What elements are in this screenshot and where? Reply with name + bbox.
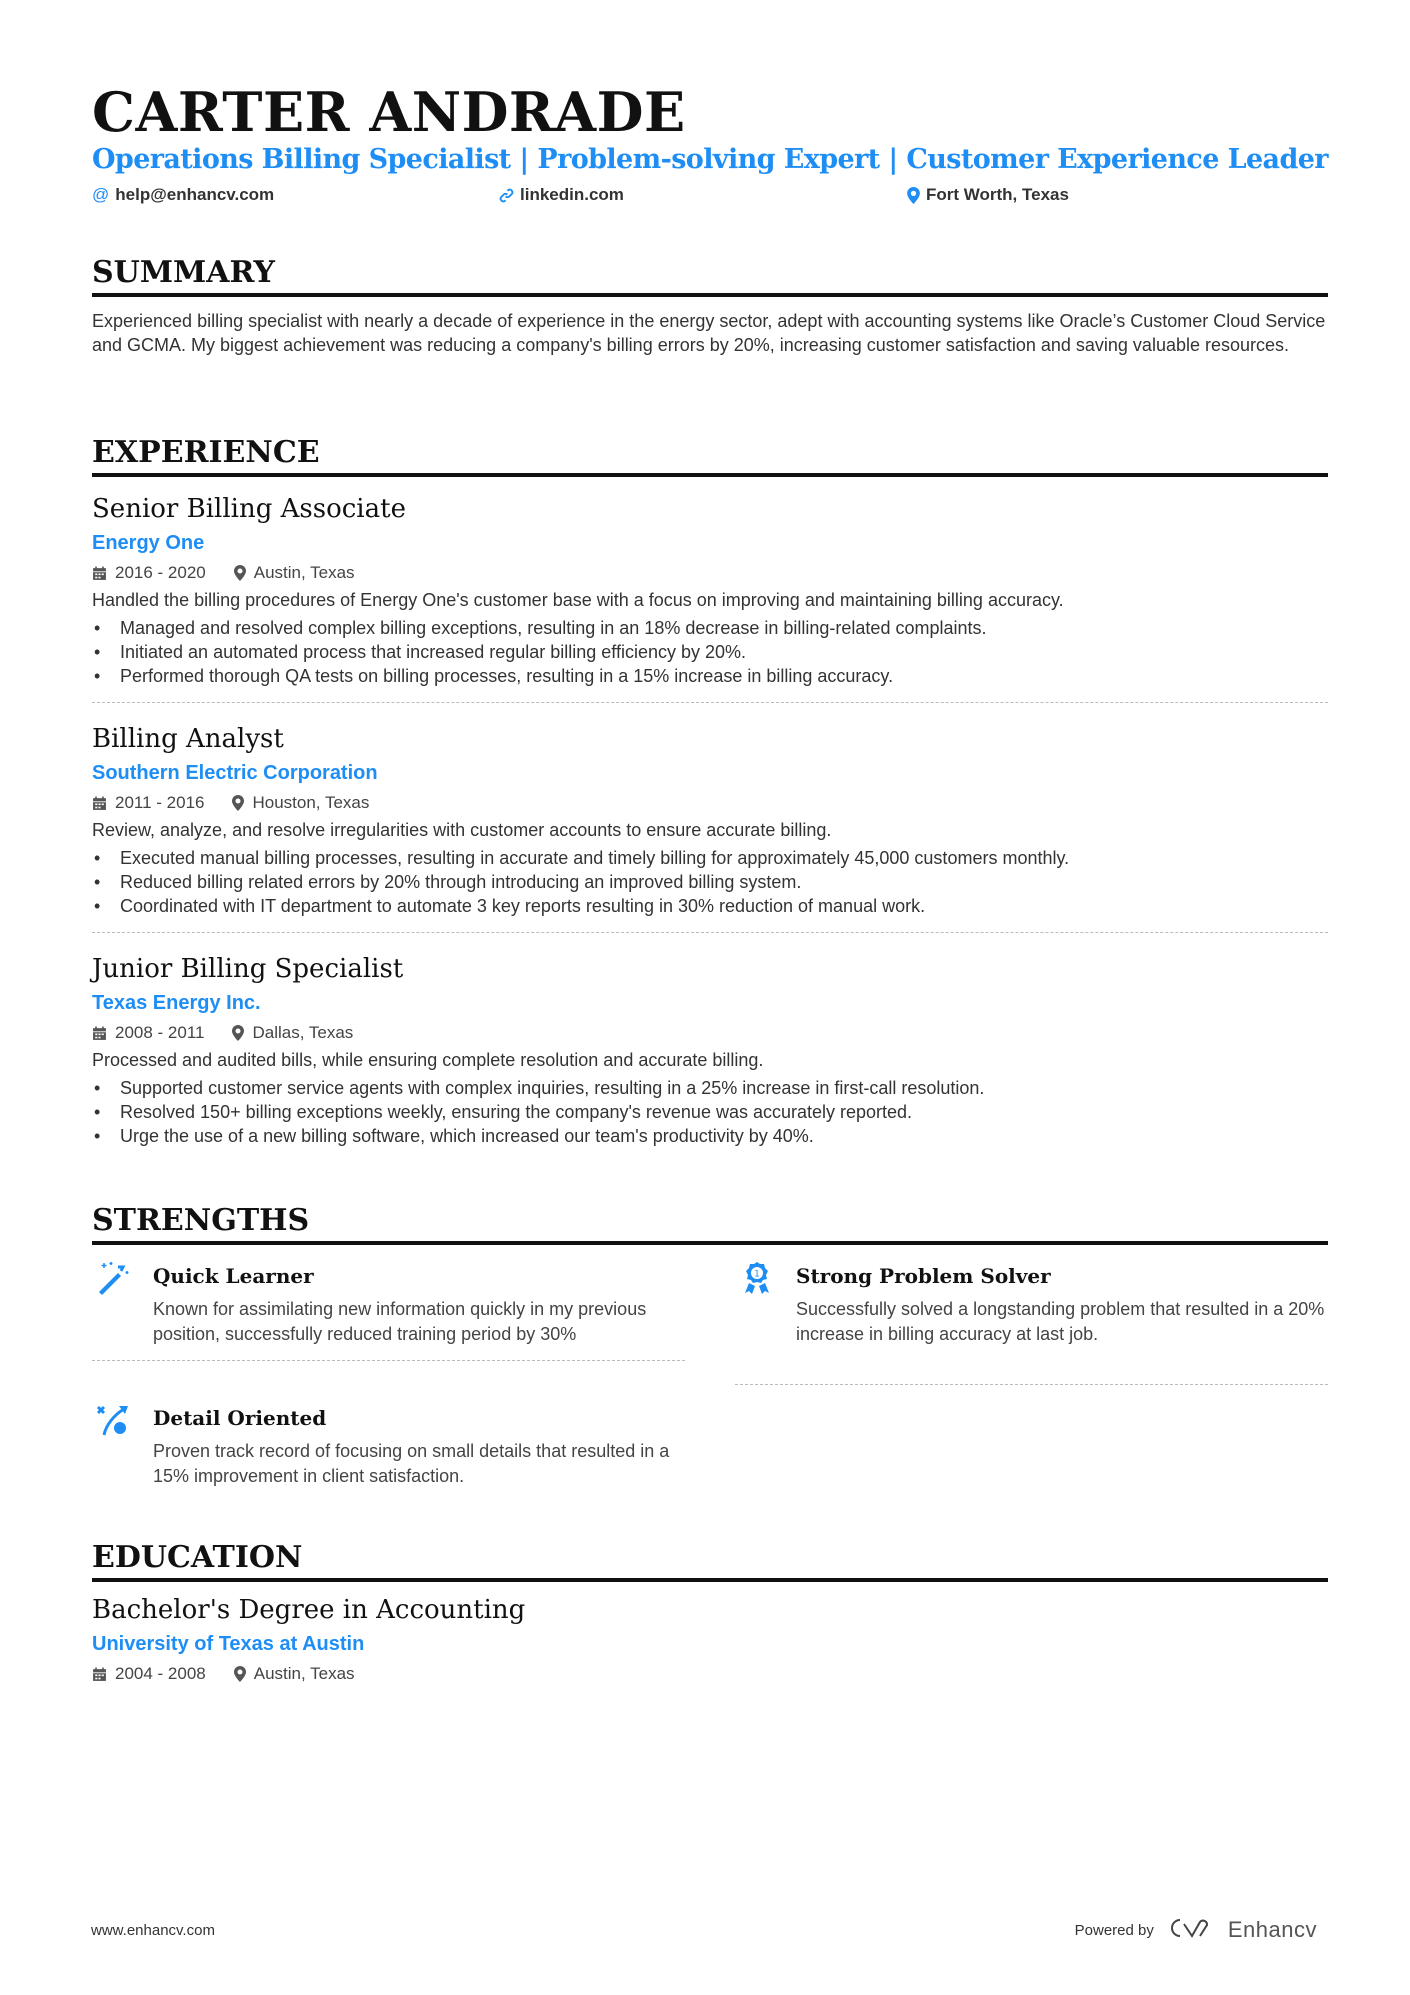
job-dates: 2011 - 2016 (115, 793, 205, 812)
powered-by-text: Powered by (1074, 1921, 1154, 1939)
candidate-title: Operations Billing Specialist | Problem-solving Expert | Customer Experience Leader (92, 144, 1328, 175)
at-icon: @ (92, 185, 110, 204)
link-icon (499, 188, 514, 203)
strengths-section (92, 1203, 1328, 1486)
strength-text: Successfully solved a longstanding problem that resulted in a 20% increase in billing accuracy at last job. (796, 1299, 1325, 1344)
education-location: Austin, Texas (253, 1664, 355, 1683)
job-location: Houston, Texas (252, 793, 370, 812)
summary-section (92, 255, 1328, 357)
job-bullets (92, 1076, 1328, 1148)
bullet-item: • Urge the use of a new billing software, which increased our team's productivity by 40%. (92, 1124, 1328, 1148)
job-entry (92, 943, 1328, 1158)
strength-item (92, 1259, 685, 1361)
job-description: Handled the billing procedures of Energy One's customer base with a focus on improving and maintaining billing accuracy. (92, 590, 1064, 610)
job-title: Senior Billing Associate (92, 494, 406, 524)
job-meta (92, 1019, 1328, 1047)
contact-location (907, 185, 1069, 205)
bullet-item: • Reduced billing related errors by 20% through introducing an improved billing system. (92, 870, 1328, 894)
job-description: Processed and audited bills, while ensuring complete resolution and accurate billing. (92, 1050, 764, 1070)
enhancv-brand[interactable]: Enhancv (1227, 1917, 1317, 1942)
job-title: Junior Billing Specialist (92, 954, 404, 984)
strength-text: Known for assimilating new information quickly in my previous position, successfully reduced training period by 30% (153, 1299, 647, 1344)
location-pin-icon (232, 795, 244, 811)
experience-section (92, 435, 1328, 1158)
footer-website[interactable]: www.enhancv.com (91, 1922, 215, 1939)
bullet-item: • Managed and resolved complex billing exceptions, resulting in an 18% decrease in billing-related complaints. (92, 616, 1328, 640)
location-pin-icon (234, 565, 246, 581)
calendar-icon (92, 566, 107, 581)
bullet-item: • Executed manual billing processes, resulting in accurate and timely billing for approximately 45,000 customers monthly. (92, 846, 1328, 870)
school-name: University of Texas at Austin (92, 1633, 365, 1655)
calendar-icon (92, 1026, 107, 1041)
section-heading: EXPERIENCE (92, 435, 1328, 477)
section-heading: EDUCATION (92, 1540, 1328, 1582)
section-heading: STRENGTHS (92, 1203, 1328, 1245)
job-dates: 2008 - 2011 (115, 1023, 205, 1042)
contact-email[interactable] (92, 185, 274, 205)
strength-title: Detail Oriented (153, 1406, 327, 1430)
company-name: Southern Electric Corporation (92, 762, 378, 784)
strength-title: Quick Learner (153, 1264, 314, 1288)
magic-wand-icon (96, 1261, 130, 1300)
job-description: Review, analyze, and resolve irregularities with customer accounts to ensure accurate billing. (92, 820, 832, 840)
strategy-icon (96, 1403, 132, 1442)
divider (92, 702, 1328, 703)
email-text[interactable]: help@enhancv.com (115, 185, 275, 204)
job-entry (92, 477, 1328, 713)
contact-linkedin[interactable] (499, 185, 624, 205)
education-dates: 2004 - 2008 (115, 1664, 206, 1683)
education-section (92, 1540, 1328, 1688)
job-bullets (92, 616, 1328, 688)
summary-text: Experienced billing specialist with nearly a decade of experience in the energy sector, adept with accounting systems like Oracle’s Customer Cloud Service and GCMA. My biggest achievement was reducing a company's billing errors by 20%, increasing customer satisfaction and saving valuable resources. (92, 311, 1326, 355)
job-location: Austin, Texas (253, 563, 355, 582)
location-pin-icon (907, 187, 920, 204)
enhancv-logo-icon (1166, 1916, 1216, 1944)
bullet-item: • Resolved 150+ billing exceptions weekly, ensuring the company's revenue was accurately reported. (92, 1100, 1328, 1124)
award-ribbon-icon (743, 1261, 771, 1300)
location-pin-icon (232, 1025, 244, 1041)
job-bullets (92, 846, 1328, 918)
job-entry (92, 713, 1328, 943)
location-text: Fort Worth, Texas (926, 185, 1069, 204)
bullet-item: • Initiated an automated process that increased regular billing efficiency by 20%. (92, 640, 1328, 664)
location-pin-icon (234, 1666, 246, 1682)
bullet-item: • Performed thorough QA tests on billing processes, resulting in a 15% increase in billing accuracy. (92, 664, 1328, 688)
job-meta (92, 559, 1328, 587)
strength-item (92, 1401, 685, 1488)
education-meta (92, 1660, 1328, 1688)
candidate-name: CARTER ANDRADE (92, 80, 686, 144)
section-heading: SUMMARY (92, 255, 1328, 297)
company-name: Energy One (92, 532, 205, 554)
svg-text:1: 1 (754, 1269, 760, 1280)
bullet-item: • Coordinated with IT department to automate 3 key reports resulting in 30% reduction of manual work. (92, 894, 1328, 918)
degree-title: Bachelor's Degree in Accounting (92, 1595, 526, 1625)
job-location: Dallas, Texas (252, 1023, 354, 1042)
strength-item (735, 1259, 1328, 1385)
job-dates: 2016 - 2020 (115, 563, 206, 582)
calendar-icon (92, 1667, 107, 1682)
job-meta (92, 789, 1328, 817)
linkedin-text[interactable]: linkedin.com (520, 185, 624, 204)
footer (91, 1917, 1317, 1942)
job-title: Billing Analyst (92, 724, 284, 754)
divider (92, 932, 1328, 933)
calendar-icon (92, 796, 107, 811)
strength-title: Strong Problem Solver (796, 1264, 1051, 1288)
strength-text: Proven track record of focusing on small details that resulted in a 15% improvement in client satisfaction. (153, 1441, 670, 1486)
bullet-item: • Supported customer service agents with complex inquiries, resulting in a 25% increase in first-call resolution. (92, 1076, 1328, 1100)
company-name: Texas Energy Inc. (92, 992, 261, 1014)
